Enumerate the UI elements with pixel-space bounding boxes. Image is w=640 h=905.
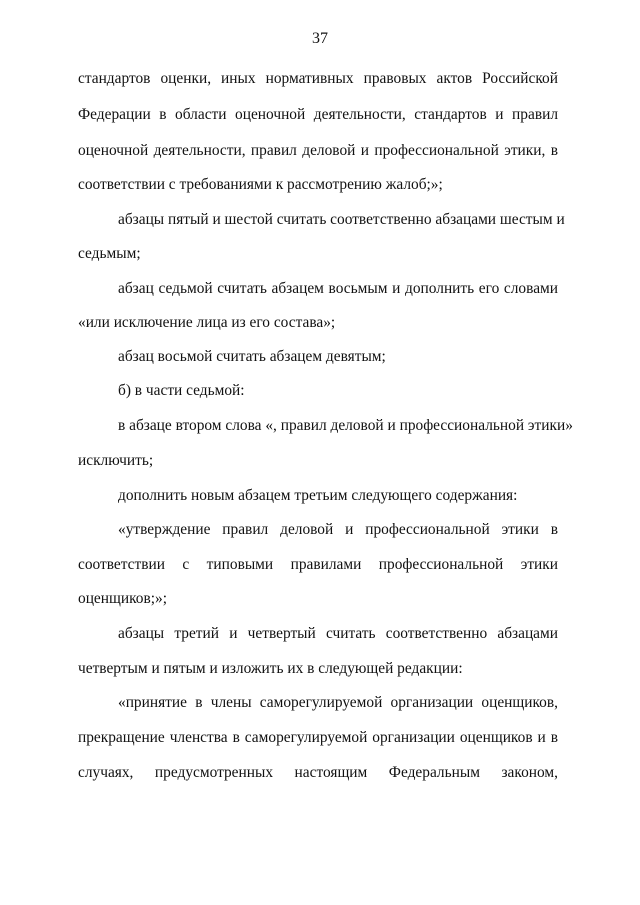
text-line: дополнить новым абзацем третьим следующего содержания:	[118, 487, 518, 504]
text-line: абзац седьмой считать абзацем восьмым и дополнить его словами	[118, 280, 558, 297]
text-line: оценщиков;»;	[78, 590, 167, 607]
text-line: соответствии с требованиями к рассмотрению жалоб;»;	[78, 176, 443, 193]
text-line: оценочной деятельности, правил деловой и профессиональной этики, в	[78, 142, 558, 159]
text-line: абзацы третий и четвертый считать соответственно абзацами	[118, 625, 558, 642]
text-line: «утверждение правил деловой и профессиональной этики в	[118, 521, 558, 538]
page-number: 37	[312, 30, 328, 47]
text-line: б) в части седьмой:	[118, 382, 245, 399]
text-line: случаях, предусмотренных настоящим Федеральным законом,	[78, 764, 558, 781]
text-line: в абзаце втором слова «, правил деловой и профессиональной этики»	[118, 417, 573, 434]
text-line: Федерации в области оценочной деятельности, стандартов и правил	[78, 106, 558, 123]
text-line: прекращение членства в саморегулируемой организации оценщиков и в	[78, 729, 558, 746]
text-line: четвертым и пятым и изложить их в следующей редакции:	[78, 660, 463, 677]
text-line: абзац восьмой считать абзацем девятым;	[118, 348, 386, 365]
text-line: стандартов оценки, иных нормативных правовых актов Российской	[78, 70, 558, 87]
text-line: «принятие в члены саморегулируемой организации оценщиков,	[118, 694, 558, 711]
text-line: абзацы пятый и шестой считать соответственно абзацами шестым и	[118, 211, 565, 228]
text-line: «или исключение лица из его состава»;	[78, 314, 336, 331]
text-line: исключить;	[78, 452, 154, 469]
text-line: соответствии с типовыми правилами профессиональной этики	[78, 556, 558, 573]
text-line: седьмым;	[78, 245, 141, 262]
